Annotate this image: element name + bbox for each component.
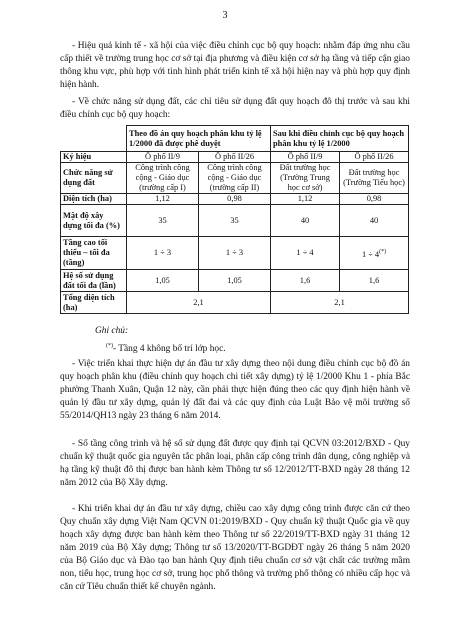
table-row-he-so: Hệ số sử dụng đất tối đa (lần) 1,05 1,05 1,6 1,6 bbox=[61, 270, 409, 292]
page-number: 3 bbox=[222, 10, 228, 21]
table-row-ky-hieu: Ký hiệu Ô phố II/9 Ô phố II/26 Ô phố II/9 Ô phố II/26 bbox=[61, 152, 409, 163]
paragraph-floor-coefficient: - Số tầng công trình và hệ số sử dụng đất được quy định tại QCVN 03:2012/BXD - Quy chuẩn kỹ thuật quốc gia nguyên tắc phân loại, phân cấp công trình dân dụng, công nghiệp và hạ tầng kỹ thuật đô thị được ban hành kèm Thông tư số 12/2012/TT-BXD ngày 28 tháng 12 năm 2012 của Bộ Xây dựng. bbox=[60, 439, 410, 488]
table-row-tang-cao: Tầng cao tối thiểu – tối đa (tầng) 1 ÷ 3 1 ÷ 3 1 ÷ 4 1 ÷ 4(*) bbox=[61, 237, 409, 270]
land-use-table bbox=[60, 125, 409, 314]
table-row-tong: Tổng diện tích (ha) 2,1 2,1 bbox=[61, 292, 409, 314]
paragraph-land-use-intro: - Về chức năng sử dụng đất, các chỉ tiêu sử dụng đất quy hoạch đô thị trước và sau khi điều chỉnh cục bộ quy hoạch: bbox=[60, 97, 410, 120]
paragraph-economic-efficiency: - Hiệu quả kinh tế - xã hội của việc điều chỉnh cục bộ quy hoạch: nhằm đáp ứng nhu cầu cấp thiết về trường trung học cơ sở tại địa phương và điều kiện cơ sở hạ tầng và tiếp cận giao thông khu vực, phù hợp với tình hình phát triển kinh tế xã hội hiện nay và phù hợp quy định hiện hành. bbox=[60, 41, 410, 90]
paragraph-building-height: - Khi triển khai dự án đầu tư xây dựng, chiều cao xây dựng công trình được căn cứ theo Quy chuẩn xây dựng Việt Nam QCVN 01:2019/BXD - Quy chuẩn kỹ thuật Quốc gia về quy hoạch xây dựng được ban hành kèm theo Thông tư số 22/2019/TT-BXD ngày 31 tháng 12 năm 2019 của Bộ Xây dựng; Thông tư số 13/2020/TT-BGDĐT ngày 26 tháng 5 năm 2020 của Bộ Giáo dục và Đào tạo ban hành Quy định tiêu chuẩn cơ sở vật chất các trường mầm non, tiểu học, trung học cơ sở, trung học phổ thông và trường phổ thông có nhiều cấp học và căn cứ Tiêu chuẩn thiết kế chuyên ngành. bbox=[60, 504, 410, 592]
footnote-marker: (*) bbox=[379, 248, 387, 255]
table-row-chuc-nang: Chức năng sử dụng đất Công trình công cộng - Giáo dục (trường cấp I) Công trình công cộng - Giáo dục (trường cấp II) Đất trường học (Trường Trung học cơ sở) Đất trường học (Trường Tiểu học) bbox=[61, 163, 409, 194]
footnote-floor-4: (*)- Tầng 4 không bố trí lớp học. bbox=[106, 343, 226, 355]
paragraph-implementation: - Việc triển khai thực hiện dự án đầu tư xây dựng theo nội dung điều chỉnh cục bộ đồ án quy hoạch phân khu (điều chỉnh quy hoạch chi tiết xây dựng) tỷ lệ 1/2000 Khu 1 - phía Bắc phường Thanh Xuân, Quận 12 này, cần phải thực hiện đúng theo các quy định hiện hành về quản lý đầu tư xây dựng, quản lý đất đai và các quy định của Luật Bảo vệ môi trường số 55/2014/QH13 ngày 23 tháng 6 năm 2014. bbox=[60, 359, 410, 421]
table-header-row bbox=[61, 126, 409, 152]
header-adjusted-plan: Sau khi điều chỉnh cục bộ quy hoạch phân khu tỷ lệ 1/2000 bbox=[271, 126, 409, 152]
table-row-dien-tich: Diện tích (ha) 1,12 0,98 1,12 0,98 bbox=[61, 194, 409, 205]
note-label: Ghi chú: bbox=[95, 326, 129, 336]
table-row-mat-do: Mật độ xây dựng tối đa (%) 35 35 40 40 bbox=[61, 205, 409, 237]
header-approved-plan: Theo đồ án quy hoạch phân khu tỷ lệ 1/2000 đã được phê duyệt bbox=[127, 126, 271, 152]
